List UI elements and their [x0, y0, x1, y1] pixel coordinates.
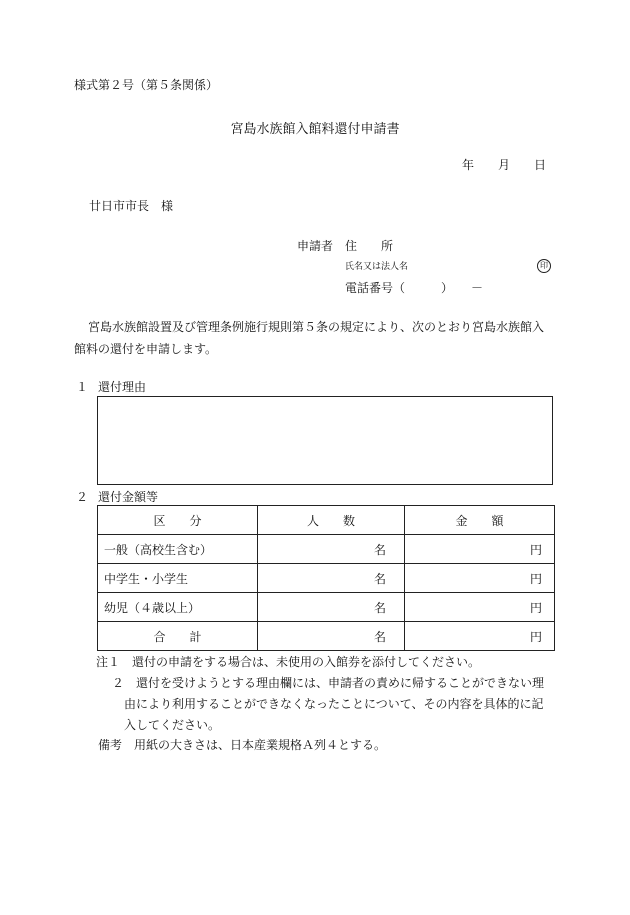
name-label: 氏名又は法人名 — [345, 262, 409, 272]
row-count[interactable]: 名 — [258, 564, 405, 593]
row-count[interactable]: 名 — [258, 593, 405, 622]
row-amount[interactable]: 円 — [405, 535, 555, 564]
table-row — [98, 593, 555, 622]
row-category: 合 計 — [98, 622, 258, 651]
applicant-label: 申請者 — [297, 239, 334, 253]
row-count[interactable]: 名 — [258, 622, 405, 651]
body-text-line2: 館料の還付を申請します。 — [74, 342, 218, 356]
row-amount[interactable]: 円 — [405, 593, 555, 622]
row-amount[interactable]: 円 — [405, 564, 555, 593]
form-number: 様式第２号（第５条関係） — [74, 78, 219, 92]
section2-title: 還付金額等 — [98, 490, 159, 504]
date-line: 年 月 日 — [462, 158, 547, 172]
note-1: 注１ 還付の申請をする場合は、未使用の入館券を添付してください。 — [96, 655, 481, 669]
note-2-line1: ２ 還付を受けようとする理由欄には、申請者の責めに帰することができない理 — [112, 676, 545, 690]
table-row — [98, 535, 555, 564]
row-category: 中学生・小学生 — [98, 564, 258, 593]
section1-number: １ — [76, 380, 89, 394]
address-label: 住 所 — [345, 239, 394, 253]
row-category: 一般（高校生含む） — [98, 535, 258, 564]
row-amount[interactable]: 円 — [405, 622, 555, 651]
remarks: 備考 用紙の大きさは、日本産業規格Ａ列４とする。 — [98, 738, 387, 752]
body-text-line1: 宮島水族館設置及び管理条例施行規則第５条の規定により、次のとおり宮島水族館入 — [88, 320, 545, 334]
table-row — [98, 564, 555, 593]
table-total-row — [98, 622, 555, 651]
header-amount: 金 額 — [405, 506, 555, 535]
refund-reason-box[interactable] — [97, 396, 553, 485]
addressee: 廿日市市長 様 — [89, 199, 174, 213]
phone-label: 電話番号（ ） － — [345, 281, 484, 295]
header-count: 人 数 — [258, 506, 405, 535]
note-2-line3: 入してください。 — [124, 718, 221, 732]
note-2-line2: 由により利用することができなくなったことについて、その内容を具体的に記 — [124, 697, 544, 711]
section1-title: 還付理由 — [98, 380, 147, 394]
row-count[interactable]: 名 — [258, 535, 405, 564]
document-title: 宮島水族館入館料還付申請書 — [230, 122, 400, 137]
section2-number: ２ — [76, 490, 89, 504]
row-category: 幼児（４歳以上） — [98, 593, 258, 622]
seal-mark — [537, 257, 551, 273]
header-category: 区 分 — [98, 506, 258, 535]
seal-icon: 印 — [537, 259, 551, 273]
table-header-row — [98, 506, 555, 535]
refund-amount-table — [97, 505, 555, 651]
